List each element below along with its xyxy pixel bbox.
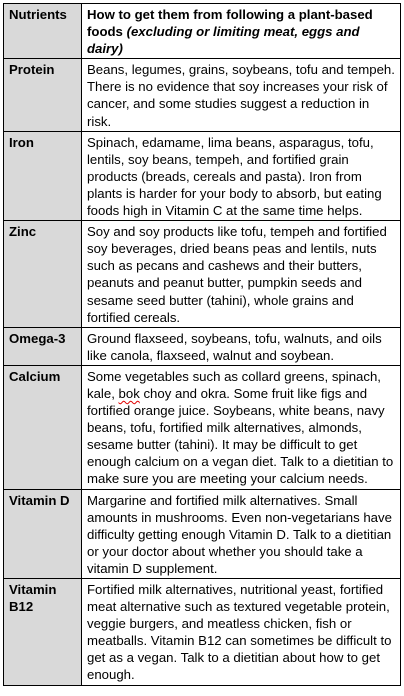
header-sources-main: How to get them from following a plant-based foods xyxy=(87,7,373,40)
nutrient-sources: Spinach, edamame, lima beans, asparagus, tofu, lentils, soy beans, tempeh, and fortified grain products (breads, cereals and pasta). Iron from plants is harder for your body to absorb, but eating foods high in Vitamin C at the same time helps. xyxy=(82,131,401,220)
spellcheck-flagged-word: bok xyxy=(118,385,140,401)
nutrient-name: Calcium xyxy=(4,365,82,489)
header-sources-subtitle: (excluding or limiting meat, eggs and dairy) xyxy=(87,24,360,57)
sources-text-part: choy and okra. Some fruit like figs and fortified orange juice. Soybeans, white beans, navy beans, tofu, fortified milk alternatives, almonds, sesame butter (tahini). It may be difficult to get enough calcium on a vegan diet. Talk to a dietitian to make sure you are meeting your calcium needs. xyxy=(87,385,394,487)
nutrient-sources: Beans, legumes, grains, soybeans, tofu and tempeh. There is no evidence that soy increases your risk of cancer, and some studies suggest a reduction in risk. xyxy=(82,59,401,131)
nutrient-sources xyxy=(82,365,401,489)
sources-text-part: Some vegetables such as collard greens, spinach, kale, xyxy=(87,368,381,401)
nutrients-table-container xyxy=(3,3,400,686)
table-row xyxy=(4,489,401,578)
table-row xyxy=(4,579,401,686)
nutrient-name: Vitamin D xyxy=(4,489,82,578)
header-nutrients: Nutrients xyxy=(4,4,82,59)
nutrient-name: Vitamin B12 xyxy=(4,579,82,686)
table-row xyxy=(4,131,401,220)
nutrient-name: Zinc xyxy=(4,221,82,328)
nutrient-name: Omega-3 xyxy=(4,327,82,365)
nutrient-sources: Fortified milk alternatives, nutritional yeast, fortified meat alternative such as textured vegetable protein, veggie burgers, and meatless chicken, fish or meatballs. Vitamin B12 can sometimes be difficult to get as a vegan. Talk to a dietitian about how to get enough. xyxy=(82,579,401,686)
header-sources xyxy=(82,4,401,59)
table-row xyxy=(4,365,401,489)
table-header-row xyxy=(4,4,401,59)
nutrient-sources: Margarine and fortified milk alternatives. Small amounts in mushrooms. Even non-vegetarians have difficulty getting enough Vitamin D. Talk to a dietitian or your doctor about whether you should take a vitamin D supplement. xyxy=(82,489,401,578)
table-row xyxy=(4,221,401,328)
nutrients-table xyxy=(3,3,401,686)
nutrient-sources: Ground flaxseed, soybeans, tofu, walnuts, and oils like canola, flaxseed, walnut and soybean. xyxy=(82,327,401,365)
nutrient-sources: Soy and soy products like tofu, tempeh and fortified soy beverages, dried beans peas and lentils, nuts such as pecans and cashews and their butters, peanuts and peanut butter, pumpkin seeds and sesame seed butter (tahini), whole grains and fortified cereals. xyxy=(82,221,401,328)
nutrient-name: Iron xyxy=(4,131,82,220)
table-row xyxy=(4,59,401,131)
table-row xyxy=(4,327,401,365)
nutrient-name: Protein xyxy=(4,59,82,131)
